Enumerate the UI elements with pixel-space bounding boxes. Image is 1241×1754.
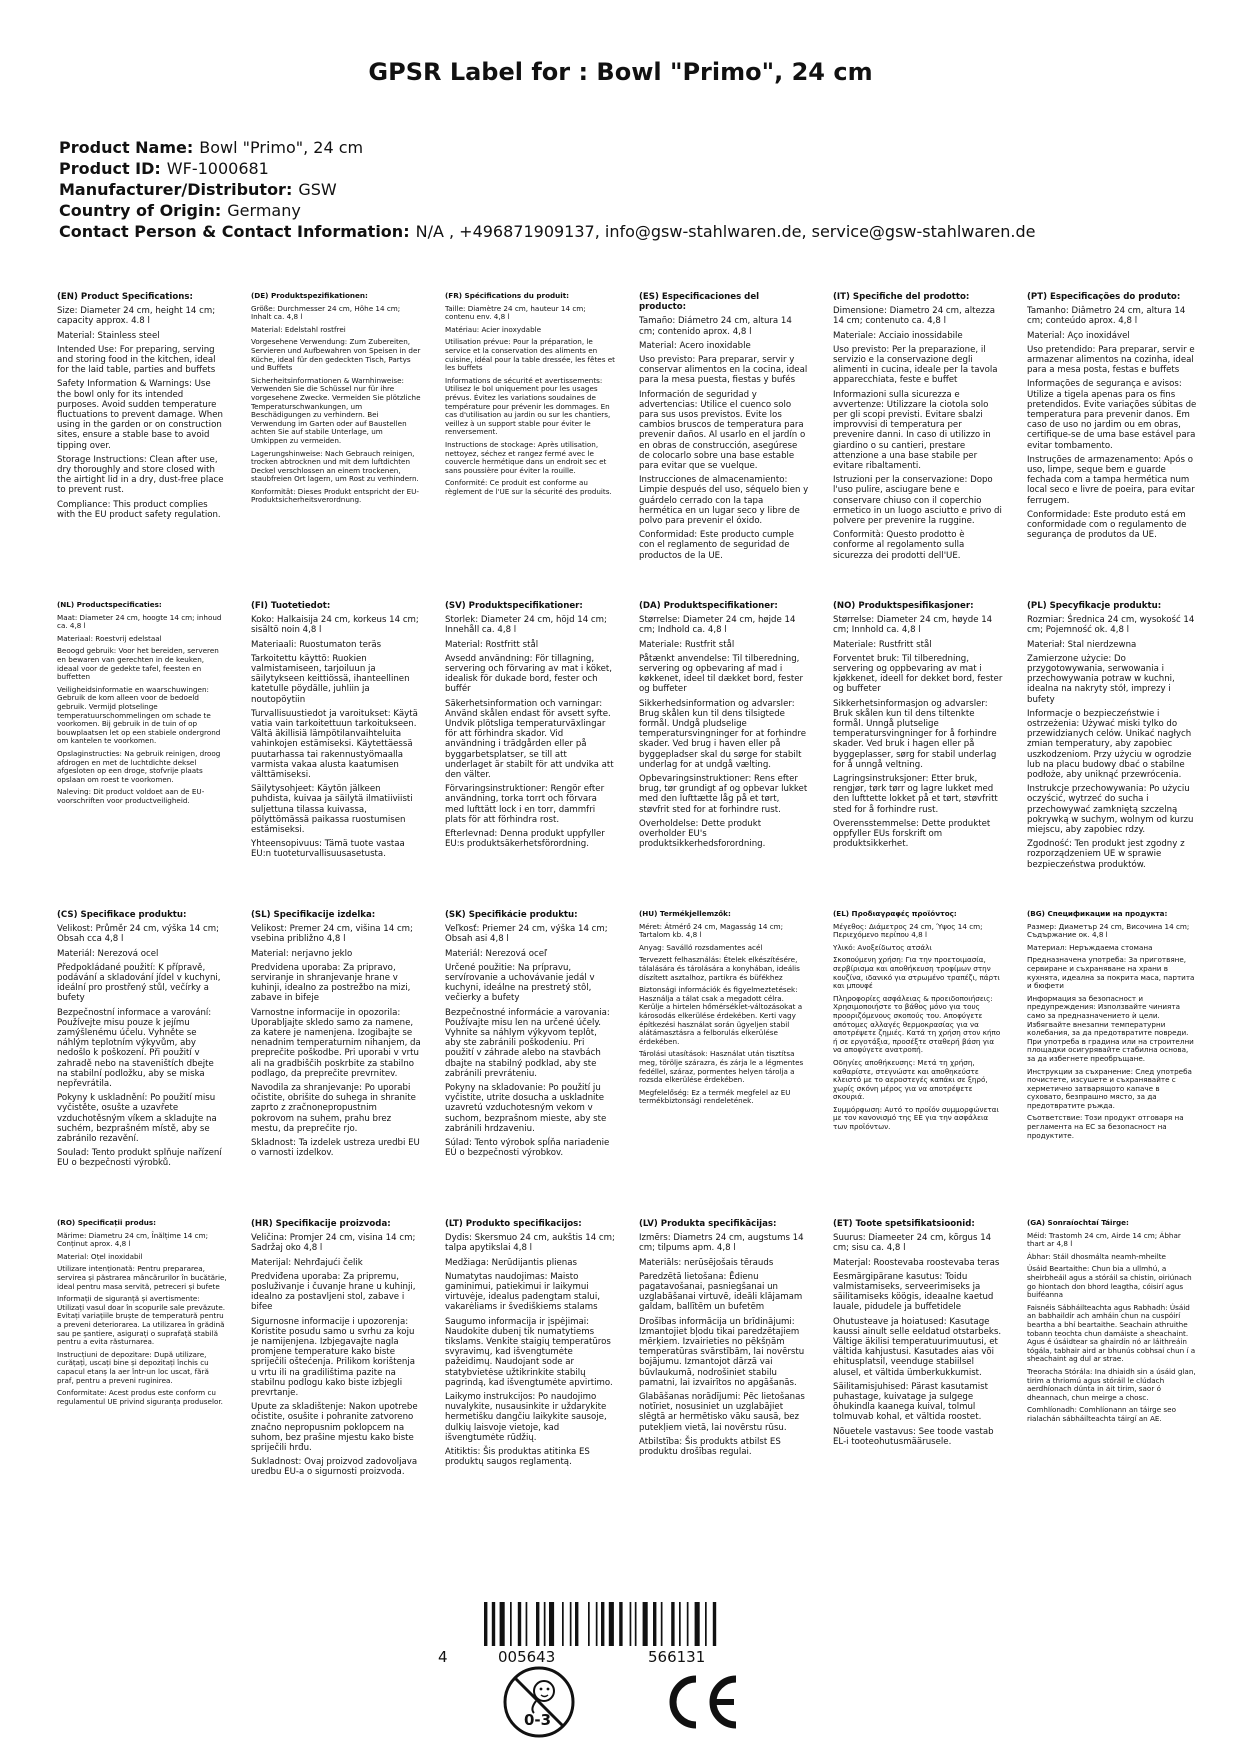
product-name-line <box>59 137 1209 158</box>
lang-block-en <box>57 292 227 601</box>
barcode-right-group: 566131 <box>648 1648 706 1666</box>
lang-heading: (NO) Produktspesifikasjoner: <box>833 601 974 611</box>
lang-text: Förvaringsinstruktioner: Rengör efter användning, torka torrt och förvara med lufttätt lock i en torr, dammfri plats för att förhindra rost. <box>445 784 605 825</box>
lang-text: Předpokládané použití: K přípravě, podávání a skladování jídel v kuchyni, ideální pro prostřený stůl, večírky a bufety <box>57 962 221 1004</box>
lang-text: Úsáid Beartaithe: Chun bia a ullmhú, a sheirbheáil agus a stóráil sa chistin, oiriúnach go hiontach don bhord leagtha, cóisirí agus buiféanna <box>1027 1264 1192 1300</box>
lang-text: Taille: Diamètre 24 cm, hauteur 14 cm; contenu env. 4,8 l <box>445 303 586 322</box>
lang-block-ro <box>57 1219 227 1569</box>
lang-text: Materiál: Nerezová oceľ <box>445 948 548 959</box>
lang-text: Yhteensopivuus: Tämä tuote vastaa EU:n tuoteturvallisuusasetusta. <box>251 839 405 860</box>
lang-text: Istruzioni per la conservazione: Dopo l'uso pulire, asciugare bene e conservare chiuso con il coperchio ermetico in un luogo asciutto e privo di polvere per prevenire la ruggine. <box>833 475 1002 527</box>
lang-heading: (HR) Specifikacije proizvoda: <box>251 1219 391 1229</box>
lang-text: Intended Use: For preparing, serving and storing food in the kitchen, ideal for the laid table, parties and buffets <box>57 344 216 376</box>
lang-text: Avsedd användning: För tillagning, servering och förvaring av mat i köket, idealisk för dukade bord, fester och buffér <box>445 653 613 695</box>
lang-heading: (PT) Especificações do produto: <box>1027 292 1181 302</box>
barcode-left-group: 005643 <box>498 1648 556 1666</box>
lang-text: Instrucciones de almacenamiento: Limpie después del uso, séquelo bien y guárdelo cerrado con la tapa hermética en un lugar seco y libre de polvo para prevenir el óxido. <box>639 475 809 527</box>
lang-text: Material: Acero inoxidable <box>639 340 751 351</box>
lang-heading: (SL) Specifikacije izdelka: <box>251 910 376 920</box>
lang-text: Säilitamisjuhised: Pärast kasutamist puhastage, kuivatage ja sulgege õhukindla kaanega kuival, tolmul tolmuvab kohal, et vältida roostet. <box>833 1381 988 1423</box>
lang-text: Velikost: Premer 24 cm, višina 14 cm; vsebina približno 4,8 l <box>251 924 413 945</box>
lang-text: Υλικό: Ανοξείδωτος ατσάλι <box>833 942 932 952</box>
lang-text: Rozmiar: Średnica 24 cm, wysokość 14 cm; Pojemność ok. 4,8 l <box>1027 615 1195 636</box>
lang-heading: (LV) Produkta specifikācijas: <box>639 1219 777 1229</box>
product-id-label: Product ID: <box>59 159 161 178</box>
lang-text: Comhlíonadh: Comhlíonann an táirge seo rialachán sábháilteachta táirgí an AE. <box>1027 1405 1176 1423</box>
lang-text: Uso previsto: Para preparar, servir y conservar alimentos en la cocina, ideal para la mesa puesta, fiestas y bufés <box>639 355 808 386</box>
lang-text: Размер: Диаметър 24 cm, Височина 14 cm; Съдържание ок. 4,8 l <box>1027 921 1190 940</box>
lang-text: Uso pretendido: Para preparar, servir e armazenar alimentos na cozinha, ideal para a mesa posta, festas e buffets <box>1027 344 1195 376</box>
lang-text: Conformidade: Este produto está em conformidade com o regulamento de segurança de produtos da UE. <box>1027 509 1187 541</box>
lang-text: Konformität: Dieses Produkt entspricht der EU-Produktsicherheitsverordnung. <box>251 486 420 505</box>
lang-text: Säilytysohjeet: Käytön jälkeen puhdista, kuivaa ja säilytä ilmatiiviisti suljettuna tilassa kuivassa, pölyttömässä paikassa ruostumisen estämiseksi. <box>251 784 413 836</box>
lang-text: Conformità: Questo prodotto è conforme al regolamento sulla sicurezza dei prodotti dell'UE. <box>833 530 965 561</box>
barcode-first-digit: 4 <box>438 1648 448 1666</box>
product-info <box>59 137 1209 242</box>
lang-text: Conformitate: Acest produs este conform cu regulamentul UE privind siguranța produselor. <box>57 1388 223 1406</box>
lang-block-el <box>833 910 1003 1219</box>
lang-text: Koko: Halkaisija 24 cm, korkeus 14 cm; sisältö noin 4,8 l <box>251 615 419 636</box>
lang-text: Conformité: Ce produit est conforme au règlement de l'UE sur la sécurité des produits. <box>445 478 612 496</box>
lang-block-sv <box>445 601 615 910</box>
lang-heading: (DE) Produktspezifikationen: <box>251 292 368 300</box>
manufacturer-value: GSW <box>298 180 337 199</box>
lang-text: Material: nerjavno jeklo <box>251 948 353 959</box>
lang-text: Eesmärgipärane kasutus: Toidu valmistamiseks, serveerimiseks ja säilitamiseks köögis, ideaalne kaetud lauale, pidudele ja buffetidele <box>833 1271 994 1313</box>
lang-heading: (EL) Προδιαγραφές προϊόντος: <box>833 910 957 918</box>
lang-text: Materiál: Nerezová ocel <box>57 948 159 959</box>
lang-text: Instrucțiuni de depozitare: După utilizare, curățați, uscați bine și depozitați închis cu capacul etanș la aer într-un loc uscat, fără praf, pentru a preveni ruginirea. <box>57 1349 209 1385</box>
lang-text: Glabāšanas norādījumi: Pēc lietošanas notīriet, nosusiniet un uzglabājiet slēgtā ar hermētisko vāku sausā, bez putekļiem vietā, lai novērstu rūsu. <box>639 1392 805 1433</box>
lang-text: Treoracha Stórála: Ina dhiaidh sin a úsáid glan, tirim a thriomú agus stóráil le clúdach aerdhíonach dúnta in áit tirim, saor ó dheannach, chun meirge a chosc. <box>1027 1366 1196 1402</box>
lang-text: Velikost: Průměr 24 cm, výška 14 cm; Obsah cca 4,8 l <box>57 924 219 945</box>
lang-text: Saugumo informacija ir įspėjimai: Naudokite dubenį tik numatytiems tikslams. Venkite staigių temperatūros svyravimų, kad išvengtumėte pažeidimų. Naudojant sode ar statybvietėse užtikrinkite stabilų pagrindą, kad išvengtumėte apvirtimo. <box>445 1316 613 1388</box>
lang-text: Materiale: Rustfritt stål <box>833 639 932 650</box>
lang-text: Instructions de stockage: Après utilisation, nettoyez, séchez et rangez fermé avec le couvercle hermétique dans un endroit sec et sans poussière pour éviter la rouille. <box>445 439 607 475</box>
lang-text: Material: Stainless steel <box>57 330 160 341</box>
lang-text: Pokyny na skladovanie: Po použití ju vyčistite, utrite dosucha a uskladnite uzavretú vzduchotesným vekom v suchom, bezprašnom mieste, aby ste zabránili hrdzaveniu. <box>445 1083 607 1134</box>
lang-text: Bezpečnostní informace a varování: Používejte misu pouze k jejímu zamýšlenému účelu. Vyhněte se náhlým teplotním výkyvům, aby nedošlo k poškození. Při použití v zahradě nebo na staveništích dbejte na stabilní podložku, aby se miska nepřevrátila. <box>57 1007 214 1090</box>
lang-text: Size: Diameter 24 cm, height 14 cm; capacity approx. 4.8 l <box>57 306 216 327</box>
lang-text: Drošības informācija un brīdinājumi: Izmantojiet bļodu tikai paredzētajiem mērķiem. Izvairieties no pēkšņām temperatūras svārstībām, lai novērstu bojājumu. Izmantojot dārzā vai būvlaukumā, nodrošiniet stabilu pamatni, lai izvairītos no apgāšanās. <box>639 1316 805 1388</box>
lang-text: Nõuetele vastavus: See toode vastab EL-i tooteohutusmäärusele. <box>833 1426 994 1447</box>
lang-text: Informazioni sulla sicurezza e avvertenze: Utilizzare la ciotola solo per gli scopi previsti. Evitare sbalzi improvvisi di temperatura per prevenire danni. In caso di utilizzo in giardino o su cantieri, prestare attenzione a una base stabile per evitare ribaltamenti. <box>833 389 991 472</box>
lang-text: Sigurnosne informacije i upozorenja: Koristite posudu samo u svrhu za koju je namijenjena. Izbjegavajte nagla promjene temperature kako biste spriječili oštećenja. Prilikom korištenja u vrtu ili na gradilištima pazite na stabilnu podlogu kako biste izbjegli prevrtanje. <box>251 1316 415 1399</box>
lang-text: Sikkerhetsinformasjon og advarsler: Bruk skålen kun til dens tiltenkte formål. Unngå plutselige temperatursvingninger for å forhindre skader. Ved bruk i hagen eller på byggeplasser, sørg for stabil underlag for å unngå veltning. <box>833 698 997 770</box>
lang-text: Utilisation prévue: Pour la préparation, le service et la conservation des aliments en cuisine, idéal pour la table dressée, les fêtes et les buffets <box>445 337 615 373</box>
lang-text: Lagringsinstruksjoner: Etter bruk, rengjør, tørk tørr og lagre lukket med den lufttette lokket på et tørt, støvfritt sted for å forhindre rust. <box>833 774 998 815</box>
lang-text: Atitiktis: Šis produktas atitinka ES produktų saugos reglamentą. <box>445 1447 590 1468</box>
lang-text: Tervezett felhasználás: Ételek elkészítésére, tálalására és tárolására a konyhában, ideális díszített asztalhoz, partikra és büfékhez <box>639 955 800 982</box>
lang-text: Materjal: Roostevaba roostevaba teras <box>833 1257 1000 1268</box>
origin-line <box>59 200 1209 221</box>
product-id-value: WF-1000681 <box>166 159 269 178</box>
lang-text: Overensstemmelse: Dette produktet oppfyller EUs forskrift om produktsikkerhet. <box>833 818 991 850</box>
lang-heading: (GA) Sonraíochtaí Táirge: <box>1027 1219 1129 1227</box>
lang-text: Sukladnost: Ovaj proizvod zadovoljava uredbu EU-a o sigurnosti proizvoda. <box>251 1457 418 1478</box>
lang-text: Съответствие: Този продукт отговаря на регламента на ЕС за безопасност на продуктите. <box>1027 1113 1184 1140</box>
lang-text: Veľkosť: Priemer 24 cm, výška 14 cm; Obsah asi 4,8 l <box>445 924 608 945</box>
lang-text: Material: Edelstahl rostfrei <box>251 324 346 334</box>
compliance-symbols <box>0 1665 1241 1745</box>
lang-text: Opslaginstructies: Na gebruik reinigen, droog afdrogen en met de luchtdichte deksel afgesloten op een droge, stofvrije plaats opslaan om roest te voorkomen. <box>57 748 221 784</box>
lang-text: Mărime: Diametru 24 cm, Înălțime 14 cm; Conținut aprox. 4,8 l <box>57 1230 209 1249</box>
lang-heading: (NL) Productspecificaties: <box>57 601 162 609</box>
lang-text: Maat: Diameter 24 cm, hoogte 14 cm; inhoud ca. 4,8 l <box>57 612 222 631</box>
lang-text: Material: Aço inoxidável <box>1027 330 1130 341</box>
lang-text: Størrelse: Diameter 24 cm, høyde 14 cm; Innhold ca. 4,8 l <box>833 615 993 636</box>
lang-text: Предназначена употреба: За приготвяне, сервиране и съхраняване на храни в кухнята, идеална за покрита маса, партита и бюфети <box>1027 955 1195 991</box>
lang-text: Sikkerhedsinformation og advarsler: Brug skålen kun til dens tilsigtede formål. Undgå pludselige temperatursvingninger for at forhindre skader. Ved brug i haven eller på byggepladser skal du sørge for stabilt underlag for at undgå vælting. <box>639 698 807 770</box>
lang-text: Beoogd gebruik: Voor het bereiden, serveren en bewaren van gerechten in de keuken, ideaal voor de gedekte tafel, feesten en buffetten <box>57 646 219 682</box>
lang-block-nl <box>57 601 227 910</box>
lang-block-hr <box>251 1219 421 1569</box>
lang-text: Instrukcje przechowywania: Po użyciu oczyścić, wytrzeć do sucha i przechowywać zamkniętą szczelną pokrywką w suchym, wolnym od kurzu miejscu, aby zapobiec rdzy. <box>1027 784 1194 836</box>
lang-heading: (FR) Spécifications du produit: <box>445 292 570 300</box>
manufacturer-line <box>59 179 1209 200</box>
lang-text: Opbevaringsinstruktioner: Rens efter brug, tør grundigt af og opbevar lukket med den lufttætte låg på et tørt, støvfrit sted for at forhindre rust. <box>639 774 808 815</box>
lang-text: Varnostne informacije in opozorila: Uporabljajte skledo samo za namene, za katere je namenjena. Izogibajte se nenadnim temperaturnim nihanjem, da preprečite poškodbe. Pri uporabi v vrtu ali na gradbiščih poskrbite za stabilno podlago, da preprečite prevrnitev. <box>251 1007 421 1079</box>
lang-block-da <box>639 601 809 910</box>
lang-text: Zgodność: Ten produkt jest zgodny z rozporządzeniem UE w sprawie bezpieczeństwa produktów. <box>1027 839 1185 870</box>
barcode-bars <box>478 1602 778 1646</box>
page-title: GPSR Label for : Bowl "Primo", 24 cm <box>368 58 873 86</box>
lang-text: Navodila za shranjevanje: Po uporabi očistite, obrišite do suhega in shranite zaprto z zračnonepropustnim pokrovom na suhem, prahu brez mestu, da preprečite rjo. <box>251 1083 416 1134</box>
lang-text: Pokyny k uskladnění: Po použití misu vyčistěte, osušte a uzavřete vzduchotěsným víkem a skladujte na suchém, bezprašném místě, aby se zabránilo rezavění. <box>57 1093 217 1145</box>
lang-block-pt <box>1027 292 1197 601</box>
lang-text: Uso previsto: Per la preparazione, il servizio e la conservazione degli alimenti in cucina, ideale per la tavola apparecchiata, feste e buffet <box>833 344 998 386</box>
lang-text: Paredzētā lietošana: Ēdienu pagatavošanai, pasniegšanai un uzglabāšanai virtuvē, ideāli klājamam galdam, ballītēm un bufetēm <box>639 1271 803 1313</box>
lang-text: Materiāls: nerūsējošais tērauds <box>639 1257 774 1268</box>
lang-text: Información de seguridad y advertencias: Utilice el cuenco solo para sus usos previstos. Evite los cambios bruscos de temperatura para prevenir daños. Al usarlo en el jardín o en obras de construcción, asegúrese de colocarlo sobre una base estable para evitar que se vuelque. <box>639 389 806 472</box>
lang-text: Tarkoitettu käyttö: Ruokien valmistamiseen, tarjoiluun ja säilytykseen keittiössä, ihanteellinen katetulle pöydälle, juhliin ja noutopöytiin <box>251 653 410 705</box>
lang-text: Materijal: Nehrđajući čelik <box>251 1257 363 1268</box>
lang-block-es <box>639 292 809 601</box>
lang-text: Οδηγίες αποθήκευσης: Μετά τη χρήση, καθαρίστε, στεγνώστε και αποθηκεύστε κλειστό με το αεροστεγές καπάκι σε ξηρό, χωρίς σκόνη μέρος για να αποτρέψετε σκουριά. <box>833 1057 988 1102</box>
lang-text: Safety Information & Warnings: Use the bowl only for its intended purposes. Avoid sudden temperature fluctuations to prevent damage. When using in the garden or on construction sites, ensure a stable base to avoid tipping over. <box>57 379 223 451</box>
lang-text: Soulad: Tento produkt splňuje nařízení EU o bezpečnosti výrobků. <box>57 1148 222 1169</box>
lang-text: Súlad: Tento výrobok spĺňa nariadenie EÚ o bezpečnosti výrobkov. <box>445 1138 610 1159</box>
lang-text: Материал: Неръждаема стомана <box>1027 942 1153 952</box>
lang-heading: (PL) Specyfikacje produktu: <box>1027 601 1162 611</box>
lang-block-lt <box>445 1219 615 1569</box>
lang-text: Materiał: Stal nierdzewna <box>1027 639 1137 650</box>
age-warning-text: 0-3 <box>524 1711 552 1729</box>
lang-text: Naleving: Dit product voldoet aan de EU-voorschriften voor productveiligheid. <box>57 787 205 805</box>
lang-text: Informações de segurança e avisos: Utilize a tigela apenas para os fins pretendidos. Evite variações súbitas de temperatura para prevenir danos. Em caso de uso no jardim ou em obras, certifique-se de uma base estável para evitar tombamento. <box>1027 379 1197 451</box>
lang-text: Größe: Durchmesser 24 cm, Höhe 14 cm; Inhalt ca. 4,8 l <box>251 303 401 322</box>
lang-text: Informacje o bezpieczeństwie i ostrzeżenia: Używać miski tylko do przewidzianych celów. Unikać nagłych zmian temperatury, aby zapobiec uszkodzeniom. Przy użyciu w ogrodzie lub na placu budowy dbać o stabilne podłoże, aby uniknąć przewrócenia. <box>1027 708 1192 781</box>
lang-text: Инструкции за съхранение: След употреба почистете, изсушете и съхранявайте с херметично затварящото капаче в суховато, безпрашно място, за да предотвратите ръжда. <box>1027 1066 1192 1110</box>
lang-text: Predvidena uporaba: Za pripravo, serviranje in shranjevanje hrane v kuhinji, idealno za postrežbo na mizi, zabave in bifeje <box>251 962 411 1004</box>
contact-label: Contact Person & Contact Information: <box>59 222 410 241</box>
ce-mark-icon <box>662 1671 742 1733</box>
lang-heading: (ET) Toote spetsifikatsioonid: <box>833 1219 975 1229</box>
lang-text: Anyag: Saválló rozsdamentes acél <box>639 942 763 952</box>
lang-text: Lagerungshinweise: Nach Gebrauch reinigen, trocken abtrocknen und mit dem luftdichten Deckel verschlossen an einem trockenen, staubfreien Ort lagern, um Rost zu verhindern. <box>251 448 419 484</box>
lang-heading: (CS) Specifikace produktu: <box>57 910 187 920</box>
lang-block-fr <box>445 292 615 601</box>
lang-block-no <box>833 601 1003 910</box>
lang-text: Ábhar: Stáil dhosmálta neamh-mheilte <box>1027 1251 1166 1261</box>
lang-text: Laikymo instrukcijos: Po naudojimo nuvalykite, nusausinkite ir uždarykite hermetišku dangčiu laikykite sausoje, dulkių laisvoje vietoje, kad išvengtumėte rūdžių. <box>445 1392 607 1443</box>
lang-block-sl <box>251 910 421 1219</box>
lang-text: Určené použitie: Na prípravu, servírovanie a uchovávanie jedál v kuchyni, ideálne na prestretý stôl, večierky a bufety <box>445 962 595 1004</box>
lang-heading: (FI) Tuotetiedot: <box>251 601 331 611</box>
lang-text: Veličina: Promjer 24 cm, visina 14 cm; Sadržaj oko 4,8 l <box>251 1233 416 1254</box>
barcode <box>438 1602 812 1664</box>
lang-text: Méid: Trastomh 24 cm, Airde 14 cm; Ábhar thart ar 4,8 l <box>1027 1230 1181 1249</box>
lang-text: Συμμόρφωση: Αυτό το προϊόν συμμορφώνεται με τον κανονισμό της ΕΕ για την ασφάλεια των προϊόντων. <box>833 1104 999 1132</box>
lang-block-ga <box>1027 1219 1197 1569</box>
lang-text: Efterlevnad: Denna produkt uppfyller EU:s produktsäkerhetsförordning. <box>445 829 605 850</box>
lang-text: Skladnost: Ta izdelek ustreza uredbi EU o varnosti izdelkov. <box>251 1138 420 1159</box>
lang-block-de <box>251 292 421 601</box>
lang-text: Matériau: Acier inoxydable <box>445 324 542 334</box>
lang-text: Atbilstība: Šis produkts atbilst ES produktu drošības regulai. <box>639 1436 781 1458</box>
lang-text: Materiale: Rustfrit stål <box>639 639 735 650</box>
lang-block-sk <box>445 910 615 1219</box>
lang-block-pl <box>1027 601 1197 910</box>
lang-text: Tamanho: Diâmetro 24 cm, altura 14 cm; conteúdo aprox. 4,8 l <box>1027 306 1186 327</box>
lang-text: Forventet bruk: Til tilberedning, servering og oppbevaring av mat i kjøkkenet, ideell for dekket bord, fester og buffeter <box>833 653 1003 695</box>
lang-heading: (LT) Produkto specifikacijos: <box>445 1219 582 1229</box>
lang-heading: (BG) Спецификации на продукта: <box>1027 910 1168 918</box>
product-id-line <box>59 158 1209 179</box>
lang-text: Instruções de armazenamento: Após o uso, limpe, seque bem e guarde fechada com a tampa hermética num local seco e livre de poeira, para evitar ferrugem. <box>1027 454 1195 506</box>
lang-text: Materiaal: Roestvrij edelstaal <box>57 633 162 643</box>
lang-text: Izmērs: Diametrs 24 cm, augstums 14 cm; tilpums apm. 4,8 l <box>639 1233 804 1254</box>
lang-heading: (RO) Specificații produs: <box>57 1219 156 1227</box>
lang-text: Påtænkt anvendelse: Til tilberedning, servering og opbevaring af mad i køkkenet, ideel til dækket bord, fester og buffeter <box>639 653 804 695</box>
lang-text: Vorgesehene Verwendung: Zum Zubereiten, Servieren und Aufbewahren von Speisen in der Küche, ideal für den gedeckten Tisch, Partys und Buffets <box>251 337 421 373</box>
lang-heading: (IT) Specifiche del prodotto: <box>833 292 970 302</box>
lang-text: Информация за безопасност и предупреждения: Използвайте чинията само за предназначението ѝ цели. Избягвайте внезапни температурни колебания, за да предотвратите повреди. При употреба в градина или на строителни площадки осигурявайте стабилна основа, за да избегнете преобръщане. <box>1027 993 1194 1063</box>
lang-text: Dydis: Skersmuo 24 cm, aukštis 14 cm; talpa apytikslai 4,8 l <box>445 1233 615 1254</box>
lang-text: Material: Rostfritt stål <box>445 639 539 650</box>
lang-heading: (SV) Produktspecifikationer: <box>445 601 583 611</box>
lang-text: Dimensione: Diametro 24 cm, altezza 14 cm; contenuto ca. 4,8 l <box>833 306 996 327</box>
age-warning-icon <box>502 1665 576 1739</box>
lang-text: Størrelse: Diameter 24 cm, højde 14 cm; Indhold ca. 4,8 l <box>639 615 796 636</box>
contact-value: N/A , +496871909137, info@gsw-stahlwaren.de, service@gsw-stahlwaren.de <box>415 222 1036 241</box>
lang-block-fi <box>251 601 421 910</box>
lang-text: Megfelelőség: Ez a termék megfelel az EU termékbiztonsági rendeletének. <box>639 1087 791 1106</box>
lang-text: Predviđena uporaba: Za pripremu, posluživanje i čuvanje hrane u kuhinji, idealno za postavljeni stol, zabave i bifee <box>251 1271 416 1313</box>
lang-text: Biztonsági információk és figyelmeztetések: Használja a tálat csak a megadott célra. Kerülje a hirtelen hőmérséklet-változásokat a károsodás elkerülése érdekében. Kerti vagy építkezési használat során ügyeljen stabil alátámasztásra a felborulás elkerülése érdekében. <box>639 985 803 1046</box>
lang-text: Informații de siguranță și avertismente: Utilizați vasul doar în scopurile sale prevăzute. Evitați variațiile bruște de temperatură pentru a preveni deteriorarea. La utilizarea în grădină sau pe șantiere, asigurați o suprafață stabilă pentru a evita răsturnarea. <box>57 1294 226 1347</box>
lang-text: Σκοπούμενη χρήση: Για την προετοιμασία, σερβίρισμα και αποθήκευση τροφίμων στην κουζίνα, ιδανικό για στρωμένο τραπέζι, πάρτι και μπουφέ <box>833 955 1000 991</box>
lang-text: Säkerhetsinformation och varningar: Använd skålen endast för avsett syfte. Undvik plötsliga temperaturväxlingar för att förhindra skador. Vid användning i trädgården eller på byggarbetsplatser, se till att underlaget är stabilt för att undvika att den välter. <box>445 698 614 781</box>
lang-text: Compliance: This product complies with the EU product safety regulation. <box>57 499 221 520</box>
lang-block-bg <box>1027 910 1197 1219</box>
contact-line <box>59 221 1209 242</box>
lang-heading: (DA) Produktspecifikationer: <box>639 601 778 611</box>
lang-text: Utilizare intenționată: Pentru prepararea, servirea și păstrarea mâncărurilor în bucătărie, ideal pentru masa servită, petreceri și bufete <box>57 1264 227 1291</box>
lang-text: Medžiaga: Nerūdijantis plienas <box>445 1257 577 1268</box>
lang-text: Conformidad: Este producto cumple con el reglamento de seguridad de productos de la UE. <box>639 530 794 561</box>
lang-text: Veiligheidsinformatie en waarschuwingen: Gebruik de kom alleen voor de bedoeld gebruik. Vermijd plotselinge temperatuurschommelingen om schade te voorkomen. Bij gebruik in de tuin of op bouwplaatsen let op een stabiele ondergrond om kantelen te voorkomen. <box>57 684 221 746</box>
language-grid <box>57 292 1197 1569</box>
lang-text: Πληροφορίες ασφάλειας & προειδοποιήσεις: Χρησιμοποιήστε το βάθος μόνο για τους προοριζόμενους σκοπούς του. Αποφύγετε απότομες αλλαγές θερμοκρασίας για να αποτρέψετε ζημιές. Κατά τη χρήση στον κήπο ή σε εργοτάξια, προσέξτε σταθερή βάση για να αποφύγετε ανατροπή. <box>833 993 1001 1055</box>
lang-block-cs <box>57 910 227 1219</box>
product-name-label: Product Name: <box>59 138 194 157</box>
lang-text: Bezpečnostné informácie a varovania: Používajte misu len na určené účely. Vyhnite sa náhlym výkyvom teplôt, aby ste zabránili poškodeniu. Pri použití v záhrade alebo na stavbách dbajte na stabilný podklad, aby ste zabránili prevráteniu. <box>445 1007 610 1079</box>
lang-text: Tamaño: Diámetro 24 cm, altura 14 cm; contenido aprox. 4,8 l <box>639 316 792 337</box>
lang-heading: (EN) Product Specifications: <box>57 292 193 302</box>
lang-text: Materiale: Acciaio inossidabile <box>833 330 963 341</box>
product-name-value: Bowl "Primo", 24 cm <box>199 138 364 157</box>
lang-text: Informations de sécurité et avertissements: Utilisez le bol uniquement pour les usages prévus. Évitez les variations soudaines de température pour prévenir les dommages. En cas d'utilisation au jardin ou sur les chantiers, veillez à un support stable pour éviter le renversement. <box>445 375 611 437</box>
lang-heading: (SK) Špecifikácie produktu: <box>445 910 578 920</box>
lang-block-lv <box>639 1219 809 1569</box>
lang-text: Overholdelse: Dette produkt overholder EU's produktsikkerhedsforordning. <box>639 818 766 850</box>
lang-text: Upute za skladištenje: Nakon upotrebe očistite, osušite i pohranite zatvoreno značno nepropusnim poklopcem na suhom, bez prašine mjestu kako biste spriječili hrđu. <box>251 1402 418 1454</box>
lang-text: Materiaali: Ruostumaton teräs <box>251 639 382 650</box>
lang-block-it <box>833 292 1003 601</box>
lang-heading: (ES) Especificaciones del producto: <box>639 292 760 313</box>
lang-text: Turvallisuustiedot ja varoitukset: Käytä vatia vain tarkoitettuun tarkoitukseen. Vältä äkillisiä lämpötilanvaihteluita vahinkojen estämiseksi. Käytettäessä puutarhassa tai rakennustyömaalla varmista vakaa alusta kaatumisen välttämiseksi. <box>251 708 418 781</box>
lang-text: Ohutusteave ja hoiatused: Kasutage kaussi ainult selle eeldatud otstarbeks. Vältige äkilisi temperatuurimuutusi, et vältida kahjustusi. Kasutades aias või ehitusplatsil, veenduge stabiilsel alusel, et vältida ümberkukkumist. <box>833 1316 1002 1378</box>
lang-text: Storage Instructions: Clean after use, dry thoroughly and store closed with the airtight lid in a dry, dust-free place to prevent rust. <box>57 454 224 496</box>
lang-heading: (HU) Termékjellemzők: <box>639 910 731 918</box>
origin-value: Germany <box>227 201 301 220</box>
lang-text: Μέγεθος: Διάμετρος 24 cm, Ύψος 14 cm; Περιεχόμενο περίπου 4,8 l <box>833 921 983 940</box>
lang-text: Zamierzone użycie: Do przygotowywania, serwowania i przechowywania potraw w kuchni, idealna na nakryty stół, imprezy i bufety <box>1027 653 1175 705</box>
lang-text: Faisnéis Sábháilteachta agus Rabhadh: Úsáid an babhaildír ach amháin chun na cuspóirí beartha a bhí beartaithe. Seachain athruithe tobann teochta chun damáiste a sheachaint. Agus é úsáidtear sa ghairdín nó ar láithreáin tógála, tabhair aird ar bhunús cobhsaí chun í a sheachaint ag dul ar strae. <box>1027 1302 1196 1364</box>
lang-text: Méret: Átmérő 24 cm, Magasság 14 cm; Tartalom kb. 4,8 l <box>639 921 784 940</box>
origin-label: Country of Origin: <box>59 201 222 220</box>
lang-text: Storlek: Diameter 24 cm, höjd 14 cm; Innehåll ca. 4,8 l <box>445 615 607 636</box>
lang-text: Tárolási utasítások: Használat után tisztítsa meg, törölje szárazra, és zárja le a légmentes fedéllel, száraz, pormentes helyen tárolja a rozsda elkerülése érdekében. <box>639 1049 804 1085</box>
manufacturer-label: Manufacturer/Distributor: <box>59 180 293 199</box>
lang-text: Material: Oțel inoxidabil <box>57 1251 143 1261</box>
lang-block-et <box>833 1219 1003 1569</box>
lang-text: Numatytas naudojimas: Maisto gaminimui, patiekimui ir laikymui virtuvėje, idealus padengtam stalui, vakarėliams ir švediškiems stalams <box>445 1271 600 1313</box>
lang-text: Suurus: Diameeter 24 cm, kõrgus 14 cm; sisu ca. 4,8 l <box>833 1233 992 1254</box>
lang-text: Sicherheitsinformationen & Warnhinweise: Verwenden Sie die Schüssel nur für ihre vorgesehene Zwecke. Vermeiden Sie plötzliche Temperaturschwankungen, um Beschädigungen zu verhindern. Bei Verwendung im Garten oder auf Baustellen achten Sie auf stabile Unterlage, um Umkippen zu vermeiden. <box>251 375 421 445</box>
lang-block-hu <box>639 910 809 1219</box>
